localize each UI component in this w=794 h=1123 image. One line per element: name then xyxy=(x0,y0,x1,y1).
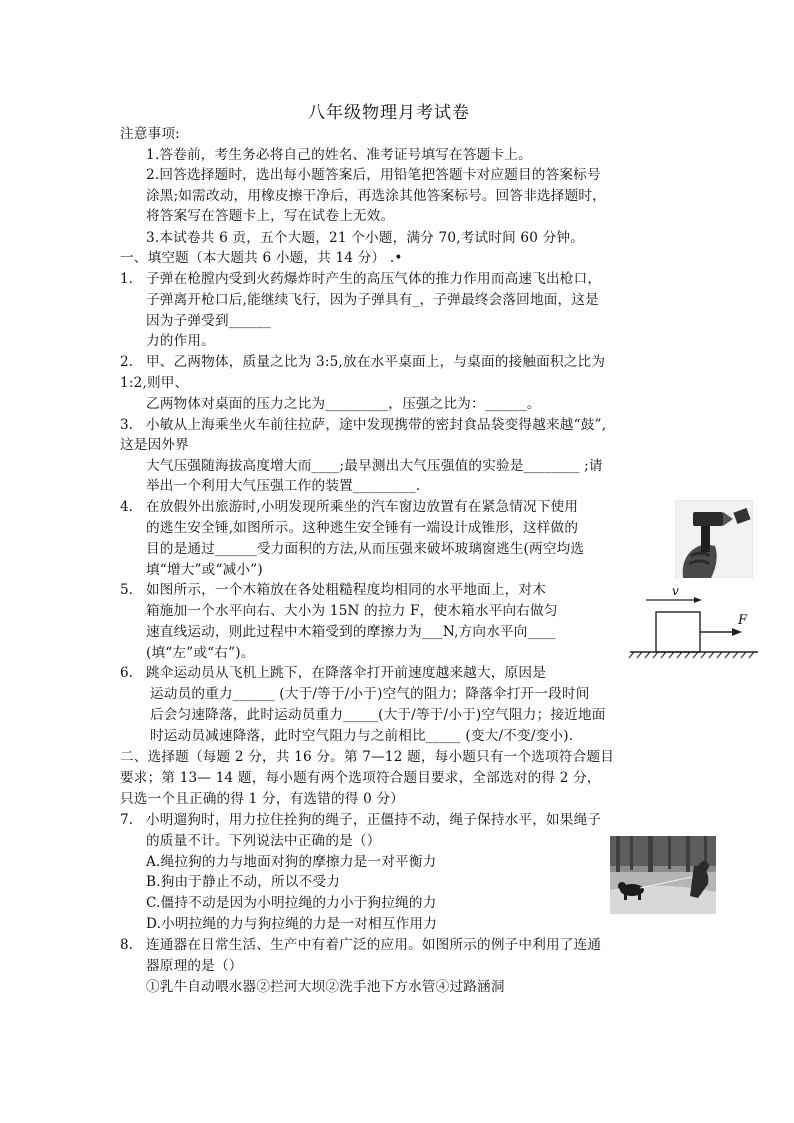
question-line: 跳伞运动员从飞机上跳下，在降落伞打开前速度越来越大，原因是 xyxy=(146,665,547,681)
question-line: 速直线运动，则此过程中木箱受到的摩擦力为___N,方向水平向____ xyxy=(146,624,556,640)
question-line: 的逃生安全锤,如图所示。这种逃生安全锤有一端设计成锥形，这样做的 xyxy=(146,520,579,536)
notice-item: 将答案写在答题卡上，写在试卷上无效。 xyxy=(146,208,395,224)
section-2-heading: 只选一个且正确的得 1 分，有选错的得 0 分） xyxy=(120,791,405,807)
notice-item: 2.回答选择题时，选出每小题答案后，用铅笔把答题卡对应题目的答案标号 xyxy=(146,167,601,183)
notice-item: 1.答卷前，考生务必将自己的姓名、准考证号填写在答题卡上。 xyxy=(146,147,532,163)
box-force-diagram xyxy=(626,582,762,662)
question-number: 8. xyxy=(120,937,133,953)
question-line: 器原理的是（） xyxy=(146,958,243,974)
question-line: 子弹在枪膛内受到火药爆炸时产生的高压气体的推力作用而高速飞出枪口， xyxy=(146,271,602,287)
question-number: 5. xyxy=(120,582,133,598)
option-d: D.小明拉绳的力与狗拉绳的力是一对相互作用力 xyxy=(146,916,438,932)
notice-heading: 注意事项: xyxy=(120,126,180,142)
option-a: A.绳拉狗的力与地面对狗的摩擦力是一对平衡力 xyxy=(146,854,437,870)
question-line: 箱施加一个水平向右、大小为 15N 的拉力 F，使木箱水平向右做匀 xyxy=(146,603,558,619)
question-line: 大气压强随海拔高度增大而____;最早测出大气压强值的实验是________ ;请 xyxy=(146,458,603,474)
section-2-heading: 二、选择题（每题 2 分，共 16 分。第 7—12 题，每小题只有一个选项符合题目 xyxy=(120,749,615,765)
option-c: C.僵持不动是因为小明拉绳的力小于狗拉绳的力 xyxy=(146,895,437,911)
question-line: 小明遛狗时，用力拉住拴狗的绳子，正僵持不动，绳子保持水平，如果绳子 xyxy=(146,812,602,828)
question-number: 7. xyxy=(120,812,133,828)
section-2-heading: 要求；第 13— 14 题，每小题有两个选项符合题目要求，全部选对的得 2 分， xyxy=(120,770,601,786)
force-label: F xyxy=(738,613,748,628)
velocity-arrowhead xyxy=(694,597,702,603)
question-line: 目的是通过______受力面积的方法,从而压强来破坏玻璃窗逃生(两空均选 xyxy=(146,541,585,557)
question-line: 这是因外界 xyxy=(120,437,189,453)
section-1-heading: 一、填空题（本大题共 6 小题，共 14 分） .• xyxy=(120,250,403,266)
notice-item: 3.本试卷共 6 贡，五个大题，21 个小题，满分 70,考试时间 60 分钟。 xyxy=(146,230,585,246)
option-b: B.狗由于静止不动，所以不受力 xyxy=(146,874,341,890)
question-line: 时运动员减速降落，此时空气阻力与之前相比_____ (变大/不变/变小). xyxy=(150,728,574,744)
ground-hatching xyxy=(629,652,754,658)
question-line: 后会匀速降落，此时运动员重力_____(大于/等于/小于)空气阻力；接近地面 xyxy=(150,707,606,723)
question-line: 力的作用。 xyxy=(146,333,215,349)
force-arrowhead xyxy=(732,628,742,636)
question-line: 的质量不计。下列说法中正确的是（） xyxy=(146,833,381,849)
velocity-label: v xyxy=(672,584,679,598)
question-line: 小敏从上海乘坐火车前往拉萨，途中发现携带的密封食品袋变得越来越“鼓”, xyxy=(146,417,607,433)
wooden-box xyxy=(656,612,700,652)
question-line: (填“左”或“右”)。 xyxy=(146,645,255,661)
question-line: 如图所示，一个木箱放在各处粗糙程度均相同的水平地面上，对木 xyxy=(146,582,547,598)
question-line: 运动员的重力______ (大于/等于/小于)空气的阻力；降落伞打开一段时间 xyxy=(150,686,590,702)
question-number: 2. xyxy=(120,354,133,370)
safety-hammer-image xyxy=(675,500,753,578)
question-line: 连通器在日常生活、生产中有着广泛的应用。如图所示的例子中利用了连通 xyxy=(146,937,602,953)
question-line: ①乳牛自动喂水器②拦河大坝②洗手池下方水管④过路涵洞 xyxy=(146,979,505,995)
question-line: 在放假外出旅游时,小明发现所乘坐的汽车窗边放置有在紧急情况下使用 xyxy=(146,499,579,515)
question-number: 6. xyxy=(120,665,133,681)
question-number: 3. xyxy=(120,417,133,433)
dog-walking-image xyxy=(610,836,716,914)
question-line: 乙两物体对桌面的压力之比为_________，压强之比为：______。 xyxy=(146,396,541,412)
question-number: 1. xyxy=(120,271,133,287)
question-line: 填“增大”或“减小”) xyxy=(146,562,263,578)
question-line: 子弹离开枪口后,能继续飞行，因为子弹具有_，子弹最终会落回地面，这是 xyxy=(146,292,599,308)
question-line: 举出一个利用大气压强工作的装置_________. xyxy=(146,478,421,494)
question-number: 4. xyxy=(120,499,133,515)
question-line: 1:2,则甲、 xyxy=(120,375,189,391)
question-line: 甲、乙两物体，质量之比为 3:5,放在水平桌面上，与桌面的接触面积之比为 xyxy=(146,354,606,370)
page-title: 八年级物理月考试卷 xyxy=(308,103,470,123)
question-line: 因为子弹受到______ xyxy=(146,313,271,329)
notice-item: 涂黑;如需改动，用橡皮擦干净后，再选涂其他答案标号。回答非选择题时， xyxy=(146,188,606,204)
